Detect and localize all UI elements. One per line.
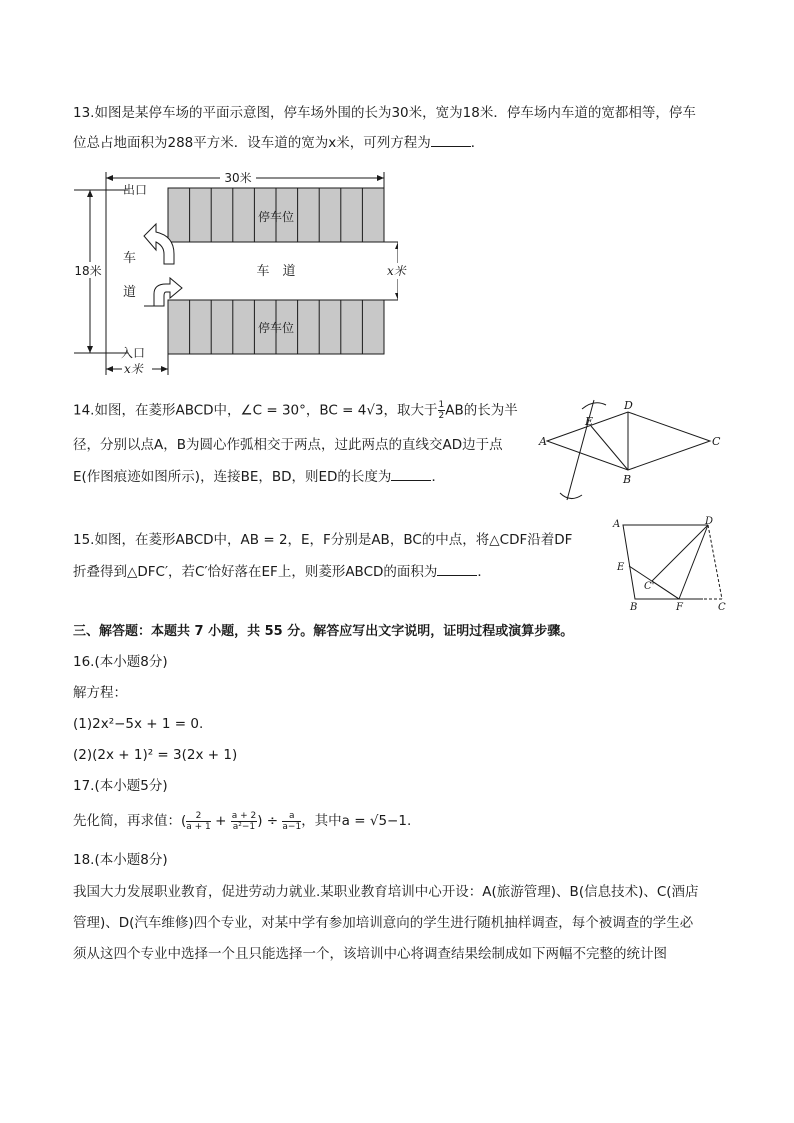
q16-equation-2: (2)(2x + 1)² = 3(2x + 1) — [73, 747, 238, 763]
q17-fraction-2 — [231, 811, 258, 832]
q15-end: ． — [477, 564, 491, 580]
q18-header: 18.(本小题8分) — [73, 852, 168, 868]
q17-f2-num: a + 2 — [231, 810, 257, 821]
segment-df — [679, 525, 708, 599]
q13-bottom-dimension-label — [124, 360, 143, 377]
left-dimension-label: 18米 — [74, 264, 102, 278]
q14-line1-pre: 14.如图，在菱形ABCD中，∠C = 30°，BC = 4√3，取大于 — [73, 402, 438, 419]
q16-header: 16.(本小题8分) — [73, 654, 168, 670]
q13-right-dimension-label — [387, 262, 406, 279]
q14-frac-num: 1 — [438, 400, 445, 410]
q14-frac-den: 2 — [438, 411, 445, 421]
q17-post: ，其中a = √5−1. — [301, 813, 412, 829]
bottom-arrow-left — [106, 366, 113, 372]
q14-end: ． — [431, 469, 445, 485]
top-arrow-right — [377, 175, 384, 181]
q15-point-d-label: D — [705, 516, 714, 527]
point-e-label: E — [585, 415, 594, 428]
lane-char-1: 车 — [123, 251, 137, 266]
section-3-heading: 三、解答题：本题共 7 小题，共 55 分。解答应写出文字说明，证明过程或演算步骤。 — [73, 624, 574, 639]
arc-top — [582, 403, 606, 409]
top-arrow-left — [106, 175, 113, 181]
q15-answer-blank — [437, 563, 477, 576]
q17-f3-num: a — [282, 811, 301, 822]
q15-point-e-label: E — [617, 562, 625, 573]
q14-rhombus-figure — [534, 395, 724, 510]
point-a-label: A — [539, 435, 547, 448]
q17-fraction-3 — [282, 811, 301, 832]
q15-line2-text: 折叠得到△DFC′，若C′恰好落在EF上，则菱形ABCD的面积为 — [73, 564, 438, 580]
q14-line1-post: AB的长为半 — [445, 402, 518, 419]
q14-line2: 径，分别以点A，B为圆心作弧相交于两点，过此两点的直线交AD边于点 — [73, 437, 503, 453]
q16-equation-1: (1)2x²−5x + 1 = 0. — [73, 716, 204, 732]
q15-point-c-prime-label: C' — [644, 581, 655, 592]
q13-answer-blank — [431, 134, 471, 147]
q15-point-c-label: C — [718, 602, 726, 613]
left-arrow-bottom — [87, 346, 93, 353]
q15-line2 — [73, 562, 491, 582]
q17-plus: + — [215, 813, 227, 829]
q17-f3-den: a−1 — [282, 821, 302, 832]
q16-intro: 解方程： — [73, 685, 127, 701]
lane-char-2: 道 — [123, 285, 137, 300]
q13-line2 — [73, 133, 484, 153]
arc-bottom — [560, 493, 582, 499]
q13-line1: 13.如图是某停车场的平面示意图，停车场外围的长为30米，宽为18米．停车场内车道的宽都相等，停车 — [73, 105, 696, 121]
q17-f1-num: 2 — [186, 811, 211, 822]
q14-line3-text: E(作图痕迹如图所示)，连接BE，BD，则ED的长度为 — [73, 469, 392, 485]
q17-f2-den: a²−1 — [232, 821, 256, 832]
bottom-dimension-text: x米 — [124, 362, 143, 376]
point-b-label: B — [623, 473, 632, 486]
q17-header: 17.(本小题5分) — [73, 778, 168, 794]
segment-dc-prime — [652, 525, 708, 581]
point-c-label: C — [712, 435, 721, 448]
q17-fraction-1 — [186, 811, 211, 832]
parking-label-bottom: 停车位 — [257, 321, 295, 335]
entrance-label: 入口 — [121, 346, 146, 360]
q14-answer-blank — [391, 468, 431, 481]
segment-fc-prime — [652, 581, 679, 599]
q14-line1 — [73, 400, 518, 421]
q18-line1: 我国大力发展职业教育，促进劳动力就业.某职业教育培训中心开设：A(旅游管理)、B(信息技术)、C(酒店 — [73, 884, 699, 900]
point-d-label: D — [624, 399, 633, 412]
right-dimension-text: x米 — [387, 264, 406, 278]
q18-line2: 管理)、D(汽车维修)四个专业，对某中学有参加培训意向的学生进行随机抽样调查，每个被调查的学生必 — [73, 915, 694, 931]
q15-point-b-label: B — [630, 602, 638, 613]
quad-f-b-a-d — [623, 525, 708, 599]
bottom-arrow-right — [161, 366, 168, 372]
q17-f1-den: a + 1 — [186, 821, 211, 832]
q18-line3: 须从这四个专业中选择一个且只能选择一个，该培训中心将调查结果绘制成如下两幅不完整的统计图 — [73, 946, 667, 962]
q17-div: ) ÷ — [257, 813, 279, 829]
q17-pre: 先化简，再求值：( — [73, 813, 187, 829]
q14-line3 — [73, 467, 445, 487]
q13-parking-figure — [68, 170, 398, 380]
q13-line2-text: 位总占地面积为288平方米．设车道的宽为x米，可列方程为 — [73, 135, 431, 151]
parking-label-top: 停车位 — [257, 210, 295, 224]
lane-center-label: 车 道 — [256, 264, 296, 279]
dashed-dc — [708, 525, 722, 599]
q15-point-f-label: F — [676, 602, 683, 613]
q15-point-a-label: A — [613, 519, 621, 530]
exit-label: 出口 — [123, 183, 148, 197]
q15-line1: 15.如图，在菱形ABCD中，AB = 2，E，F分别是AB，BC的中点，将△CDF沿着DF — [73, 532, 573, 548]
q17-expression — [73, 809, 411, 833]
q13-end: ． — [470, 135, 485, 151]
q15-fold-figure — [604, 514, 734, 614]
top-dimension-label: 30米 — [224, 171, 252, 185]
left-arrow-top — [87, 190, 93, 197]
